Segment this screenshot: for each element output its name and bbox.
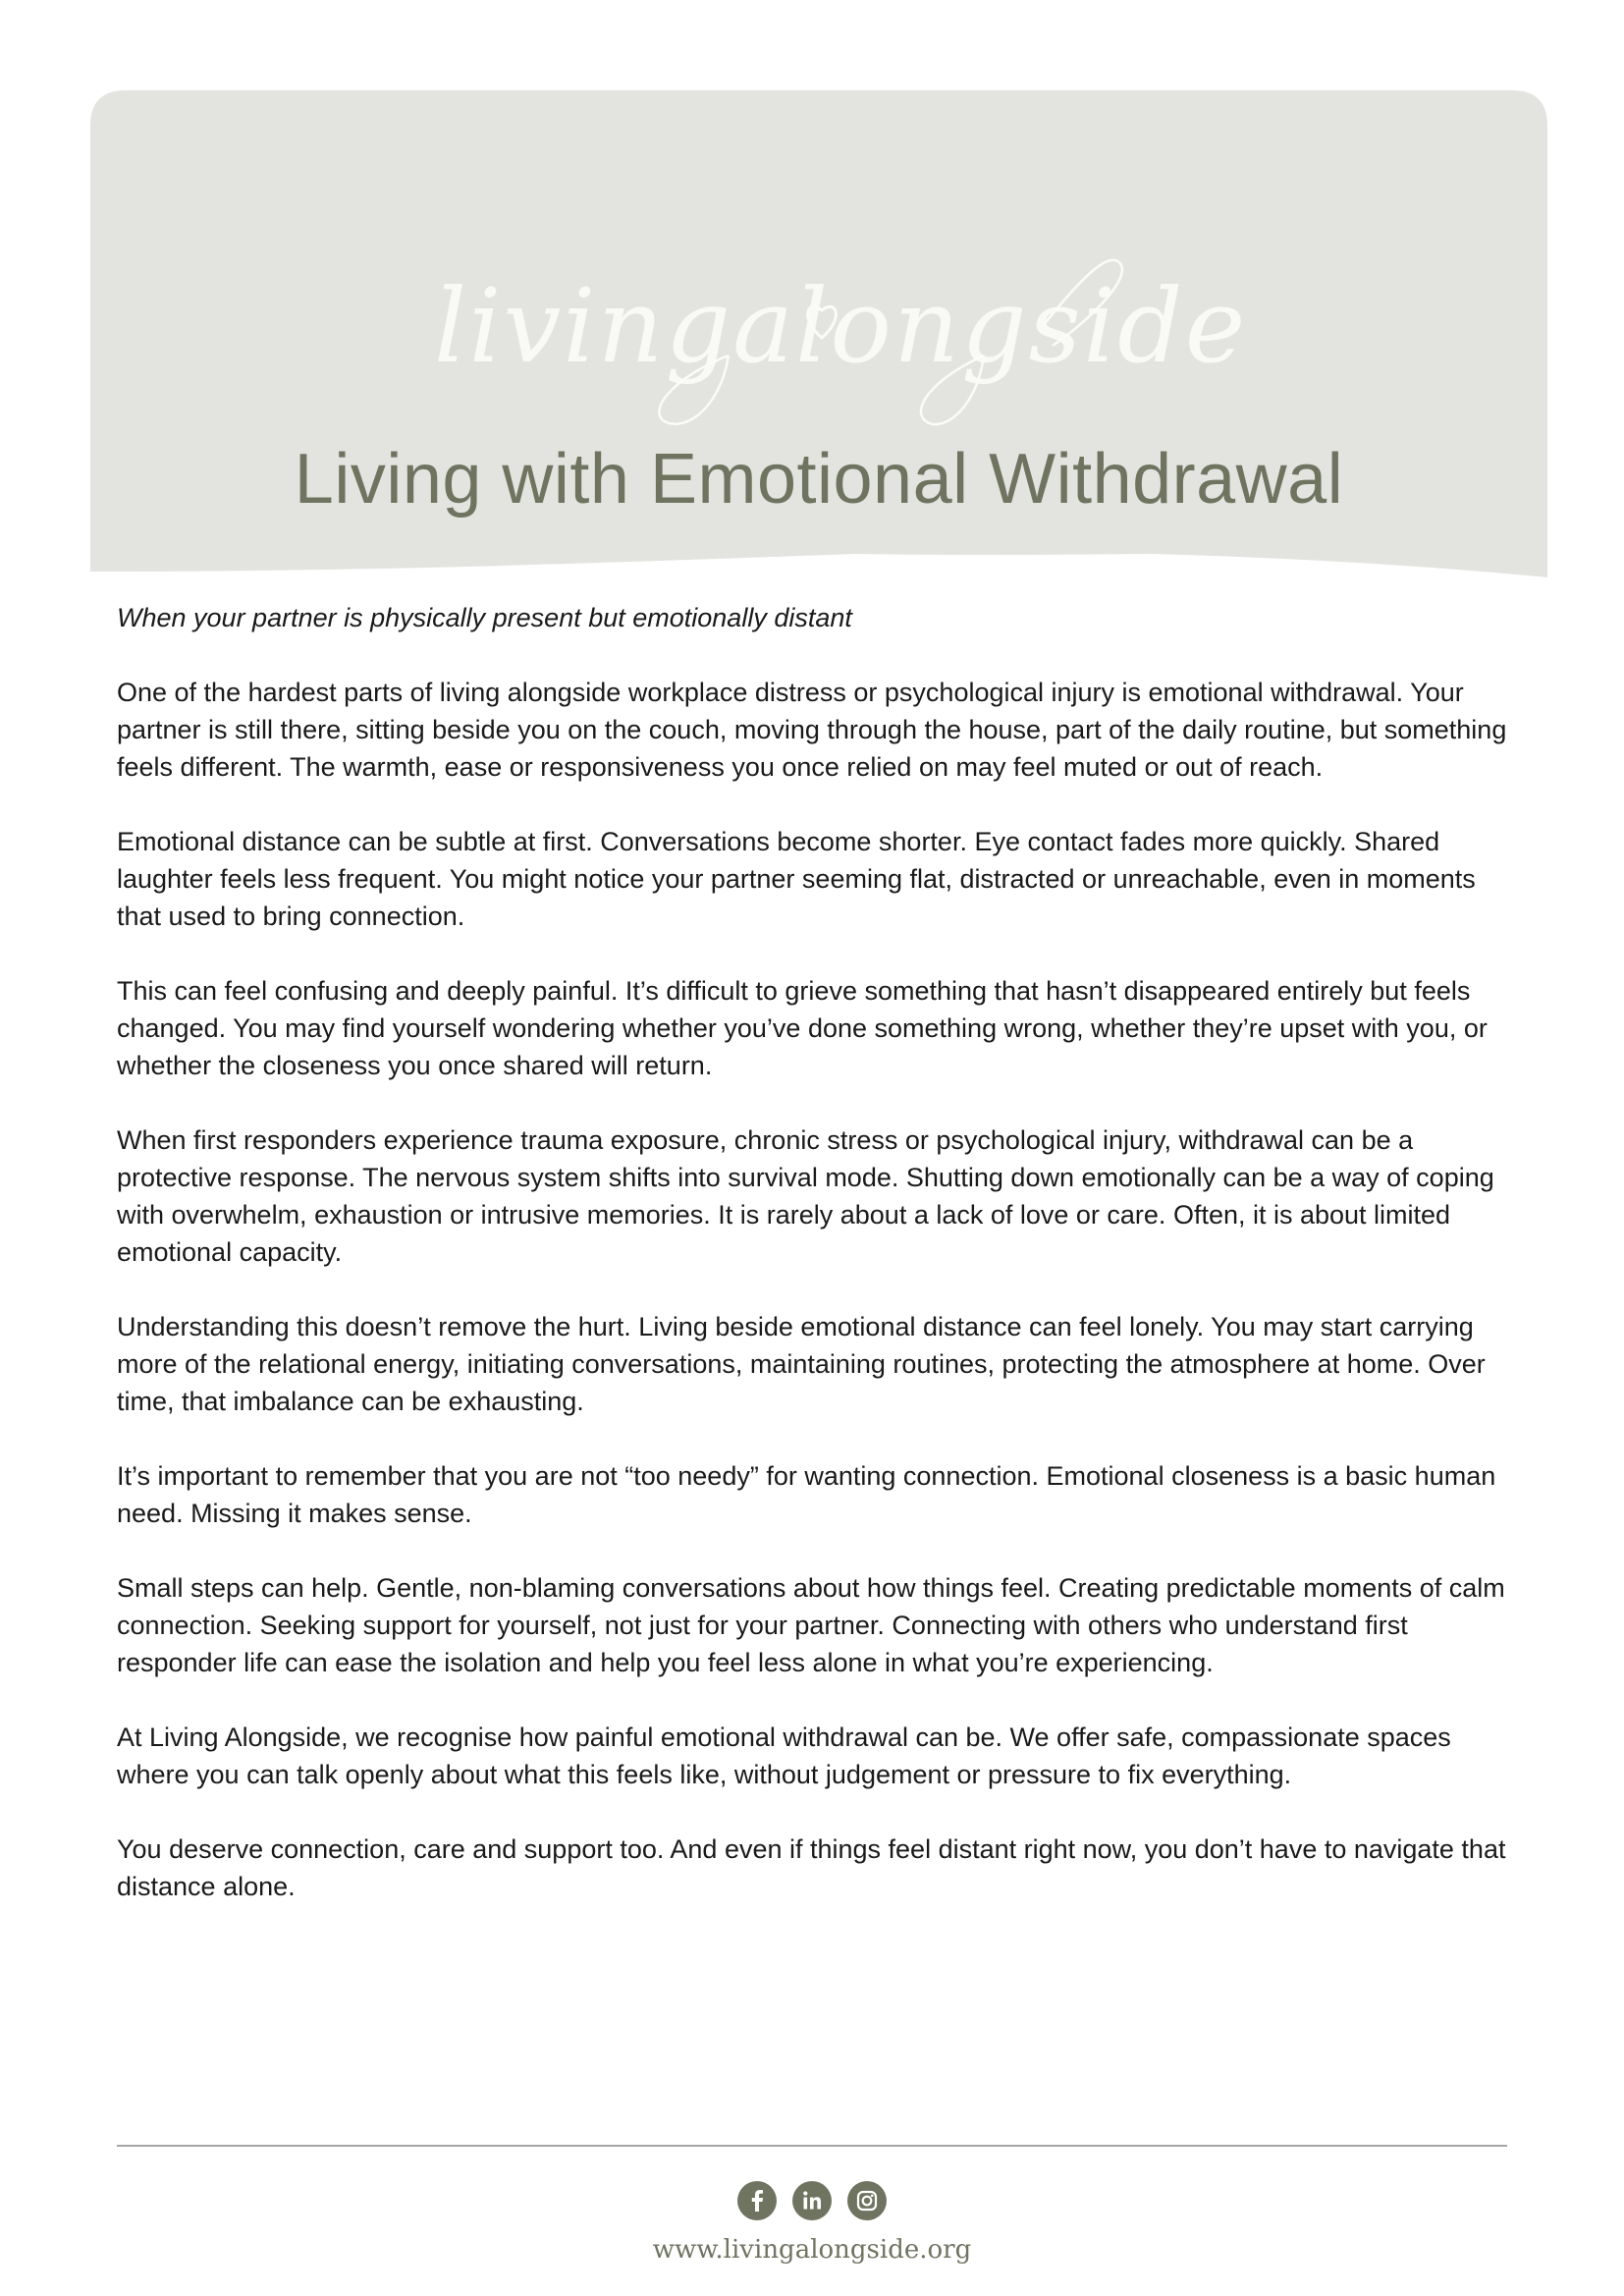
article-paragraph-3: This can feel confusing and deeply painful. It’s difficult to grieve something that hasn’t disappeared entirely but feels changed. You may find yourself wondering whether you’ve done something wrong, whether they’re upset with you, or whether the closeness you once shared will return. <box>117 976 1488 1080</box>
article-paragraph-2: Emotional distance can be subtle at first. Conversations become shorter. Eye contact fades more quickly. Shared laughter feels less frequent. You might notice your partner seeming flat, distracted or unreachable, even in moments that used to bring connection. <box>117 827 1476 931</box>
header-banner <box>90 90 1547 581</box>
article-paragraph-5: Understanding this doesn’t remove the hurt. Living beside emotional distance can feel lonely. You may start carrying more of the relational energy, initiating conversations, maintaining routines, protecting the atmosphere at home. Over time, that imbalance can be exhausting. <box>117 1312 1486 1416</box>
footer-divider <box>117 2145 1507 2147</box>
instagram-icon[interactable] <box>847 2181 887 2220</box>
article-paragraph-4: When first responders experience trauma exposure, chronic stress or psychological injury, withdrawal can be a protective response. The nervous system shifts into survival mode. Shutting down emotionally can be a way of coping with overwhelm, exhaustion or intrusive memories. It is rarely about a lack of love or care. Often, it is about limited emotional capacity. <box>117 1125 1494 1267</box>
article-paragraph-7: Small steps can help. Gentle, non-blaming conversations about how things feel. Creating predictable moments of calm connection. Seeking support for yourself, not just for your partner. Connecting with others who understand first responder life can ease the isolation and help you feel less alone in what you’re experiencing. <box>117 1573 1505 1677</box>
article-paragraph-9: You deserve connection, care and support too. And even if things feel distant right now, you don’t have to navigate that distance alone. <box>117 1834 1506 1901</box>
linkedin-icon[interactable] <box>792 2181 832 2220</box>
website-link[interactable]: www.livingalongside.org <box>652 2235 972 2265</box>
facebook-icon[interactable] <box>737 2181 777 2220</box>
article-paragraph-6: It’s important to remember that you are not “too needy” for wanting connection. Emotional closeness is a basic human need. Missing it makes sense. <box>117 1461 1496 1528</box>
page-title: Living with Emotional Withdrawal <box>294 440 1344 519</box>
logo-wordmark: livingalongside <box>434 266 1248 386</box>
article-paragraph-8: At Living Alongside, we recognise how painful emotional withdrawal can be. We offer safe, compassionate spaces where you can talk openly about what this feels like, without judgement or pressure to fix everything. <box>117 1722 1451 1789</box>
social-links <box>0 2181 1624 2222</box>
logo <box>434 208 1248 464</box>
article-subtitle: When your partner is physically present but emotionally distant <box>117 603 852 632</box>
article-paragraph-1: One of the hardest parts of living alongside workplace distress or psychological injury is emotional withdrawal. Your partner is still there, sitting beside you on the couch, moving through the house, part of the daily routine, but something feels different. The warmth, ease or responsiveness you once relied on may feel muted or out of reach. <box>117 678 1507 782</box>
article-body <box>117 599 1521 1942</box>
